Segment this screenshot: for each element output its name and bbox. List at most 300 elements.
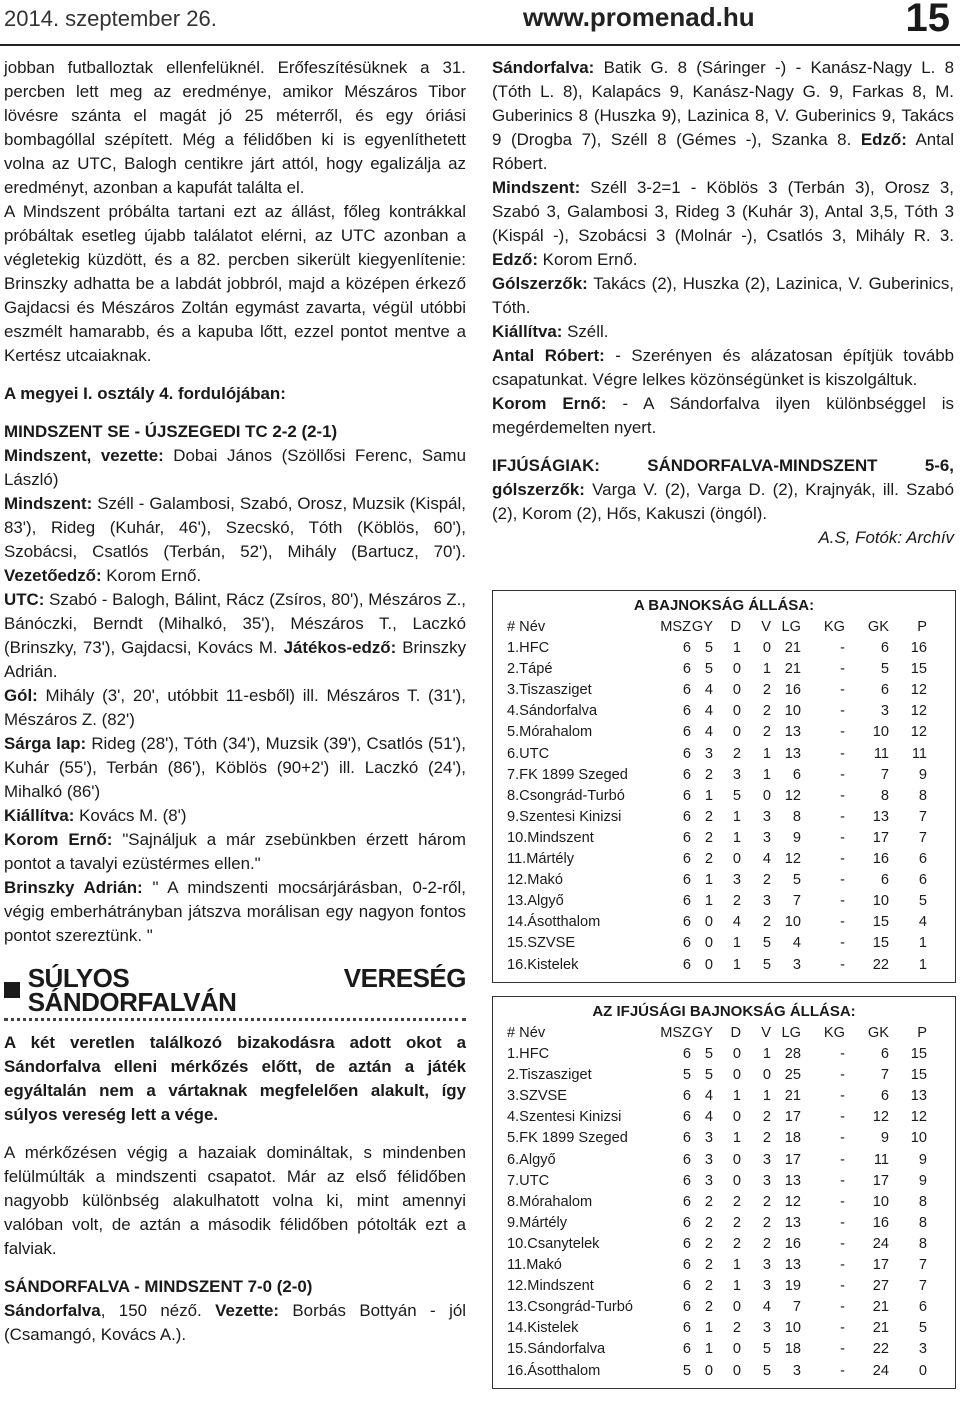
- table-cell: 5.Mórahalom: [507, 724, 593, 741]
- table-cell: 5: [704, 1067, 713, 1084]
- table-cell: 16: [784, 682, 801, 699]
- table-cell: 6: [682, 1214, 691, 1231]
- dotted-divider: [4, 1018, 466, 1021]
- table-cell: 2: [762, 1130, 771, 1147]
- table-row: [493, 1192, 955, 1213]
- table-cell: 6: [792, 766, 801, 783]
- table-row: [493, 1213, 955, 1234]
- table-cell: 6: [682, 1172, 691, 1189]
- table-cell: 1: [704, 787, 713, 804]
- table-cell: 7.FK 1899 Szeged: [507, 766, 628, 783]
- table-cell: 12: [784, 787, 801, 804]
- table-row: [493, 1171, 955, 1192]
- table-row: [493, 933, 955, 954]
- table-cell: 13: [784, 1172, 801, 1189]
- standings-table: [492, 590, 956, 983]
- table-cell: 4: [792, 935, 801, 952]
- table-cell: 12: [910, 703, 927, 720]
- table-cell: 16: [910, 640, 927, 657]
- table-cell: -: [840, 872, 845, 889]
- table-cell: 5: [704, 661, 713, 678]
- table-cell: 13: [784, 1257, 801, 1274]
- table-cell: 3: [704, 1130, 713, 1147]
- table-cell: 4: [762, 851, 771, 868]
- column-header: V: [761, 1025, 771, 1041]
- scorers: Gólszerzők: Takács (2), Huszka (2), Lazinica, V. Guberinics, Tóth.: [492, 274, 954, 317]
- table-cell: 9.Szentesi Kinizsi: [507, 808, 622, 825]
- table-row: [493, 1065, 955, 1086]
- table-cell: 0: [732, 851, 741, 868]
- table-cell: 15: [910, 661, 927, 678]
- table-cell: 0: [762, 1067, 771, 1084]
- table-cell: 0: [704, 914, 713, 931]
- table-cell: 6: [918, 851, 927, 868]
- table-cell: 0: [704, 956, 713, 973]
- table-cell: 22: [872, 1341, 889, 1358]
- table-cell: 0: [732, 1299, 741, 1316]
- table-cell: 18: [784, 1130, 801, 1147]
- table-cell: 6: [682, 745, 691, 762]
- table-cell: 6: [682, 1046, 691, 1063]
- table-cell: -: [840, 808, 845, 825]
- table-cell: -: [840, 703, 845, 720]
- table-cell: 6: [682, 682, 691, 699]
- table-cell: 0: [704, 935, 713, 952]
- table-cell: 2: [704, 1257, 713, 1274]
- table-cell: 5: [762, 956, 771, 973]
- table-cell: 9: [792, 829, 801, 846]
- table-cell: 7: [918, 808, 927, 825]
- table-cell: 2: [762, 1193, 771, 1210]
- table-cell: 21: [784, 661, 801, 678]
- table-cell: 15: [910, 1046, 927, 1063]
- table-cell: 1: [762, 1046, 771, 1063]
- table-cell: 10.Csanytelek: [507, 1235, 600, 1252]
- table-row: [493, 1150, 955, 1171]
- table-cell: 13.Csongrád-Turbó: [507, 1299, 634, 1316]
- table-cell: 18: [784, 1341, 801, 1358]
- table-row: [493, 912, 955, 933]
- table-cell: 3: [704, 1151, 713, 1168]
- table-cell: 2: [762, 724, 771, 741]
- table-cell: 5: [732, 787, 741, 804]
- table-cell: 8.Mórahalom: [507, 1193, 593, 1210]
- table-cell: 17: [872, 1257, 889, 1274]
- table-cell: 0: [762, 787, 771, 804]
- table-cell: 6: [880, 640, 889, 657]
- table-cell: 24: [872, 1235, 889, 1252]
- table-cell: 6: [682, 1257, 691, 1274]
- table-cell: 21: [784, 640, 801, 657]
- table-cell: 17: [784, 1151, 801, 1168]
- table-cell: 6: [682, 1320, 691, 1337]
- table-cell: 1: [704, 893, 713, 910]
- table-title: A BAJNOKSÁG ÁLLÁSA:: [633, 597, 815, 614]
- table-cell: 15.SZVSE: [507, 935, 576, 952]
- table-cell: -: [840, 1362, 845, 1379]
- table-cell: -: [840, 893, 845, 910]
- table-cell: 0: [732, 1172, 741, 1189]
- table-row: [493, 765, 955, 786]
- table-cell: 3: [762, 893, 771, 910]
- table-cell: 6: [918, 1299, 927, 1316]
- table-cell: 5: [918, 893, 927, 910]
- table-cell: -: [840, 766, 845, 783]
- table-cell: 2: [704, 1193, 713, 1210]
- left-column: [4, 56, 466, 1347]
- table-cell: 5: [682, 1362, 691, 1379]
- table-cell: 3: [732, 872, 741, 889]
- table-cell: 6.UTC: [507, 745, 550, 762]
- table-cell: 3.SZVSE: [507, 1088, 568, 1105]
- table-cell: 6.Algyő: [507, 1151, 556, 1168]
- table-cell: 9: [880, 1130, 889, 1147]
- table-cell: 13: [784, 1214, 801, 1231]
- table-cell: 8.Csongrád-Turbó: [507, 787, 625, 804]
- table-row: [493, 807, 955, 828]
- table-cell: -: [840, 1278, 845, 1295]
- table-cell: 6: [682, 1130, 691, 1147]
- table-row: [493, 1276, 955, 1297]
- table-cell: 6: [682, 1151, 691, 1168]
- table-cell: 2: [732, 1214, 741, 1231]
- column-header: P: [917, 619, 927, 635]
- header-rule: [0, 44, 960, 46]
- table-row: [493, 1255, 955, 1276]
- table-cell: 1: [762, 766, 771, 783]
- table-cell: -: [840, 1046, 845, 1063]
- table-row: [493, 744, 955, 765]
- table-cell: -: [840, 1088, 845, 1105]
- table-cell: 2: [762, 914, 771, 931]
- column-header: LG: [781, 619, 801, 635]
- table-cell: 10: [784, 914, 801, 931]
- youth-standings-table: [492, 996, 956, 1389]
- table-row: [493, 1339, 955, 1360]
- table-cell: 13: [872, 808, 889, 825]
- table-cell: 12: [872, 1109, 889, 1126]
- table-cell: 17: [872, 1172, 889, 1189]
- table-cell: 10: [784, 703, 801, 720]
- table-cell: 8: [880, 787, 889, 804]
- table-cell: 0: [732, 1362, 741, 1379]
- column-header: KG: [823, 619, 845, 635]
- table-cell: 3: [762, 1257, 771, 1274]
- table-cell: 2: [704, 1235, 713, 1252]
- table-header-row: [493, 1023, 955, 1044]
- page-number: 15: [905, 0, 950, 40]
- table-cell: 5: [880, 661, 889, 678]
- table-cell: -: [840, 661, 845, 678]
- section-title: SÚLYOS VERESÉG SÁNDORFALVÁN: [4, 966, 466, 1014]
- table-cell: 21: [872, 1299, 889, 1316]
- table-cell: 3: [704, 1172, 713, 1189]
- table-cell: 8: [918, 787, 927, 804]
- table-cell: 3.Tiszasziget: [507, 682, 592, 699]
- table-cell: 5: [762, 935, 771, 952]
- table-cell: 11: [873, 745, 889, 762]
- column-header: V: [761, 619, 771, 635]
- table-row: [493, 1044, 955, 1065]
- table-cell: 5: [762, 1362, 771, 1379]
- table-cell: 1: [732, 935, 741, 952]
- column-header: MSZ: [660, 1025, 691, 1041]
- table-cell: 2: [704, 808, 713, 825]
- paragraph: A mérkőzésen végig a hazaiak domináltak, s mindenben felülmúlták a mindszenti csapatot. Már az első félidőben nagyobb különbség alakulhatott volna ki, mint amennyi valóban volt, de aztán a második félidőben pótolták ezt a falviak.: [4, 1143, 466, 1258]
- table-cell: 0: [732, 1341, 741, 1358]
- table-cell: 3: [762, 829, 771, 846]
- table-cell: 6: [880, 872, 889, 889]
- column-header: LG: [781, 1025, 801, 1041]
- table-cell: -: [840, 829, 845, 846]
- column-header: MSZ: [660, 619, 691, 635]
- table-cell: 2: [704, 1278, 713, 1295]
- table-cell: 12.Mindszent: [507, 1278, 594, 1295]
- table-cell: 0: [732, 724, 741, 741]
- column-header: KG: [823, 1025, 845, 1041]
- table-cell: 16: [784, 1235, 801, 1252]
- table-cell: 2: [762, 682, 771, 699]
- table-cell: 2: [704, 829, 713, 846]
- table-cell: 6: [682, 1235, 691, 1252]
- table-cell: 21: [784, 1088, 801, 1105]
- table-cell: 16: [872, 851, 889, 868]
- table-cell: 4.Szentesi Kinizsi: [507, 1109, 622, 1126]
- table-cell: 13.Algyő: [507, 893, 564, 910]
- table-cell: 6: [880, 682, 889, 699]
- table-cell: 17: [784, 1109, 801, 1126]
- table-row: [493, 1128, 955, 1149]
- player-coach-quote: Brinszky Adrián: " A mindszenti mocsárjárásban, 0-2-ről, végig emberhátrányban játszva morálisan egy nagyon fontos pontot szereztünk. ": [4, 878, 467, 945]
- issue-date: 2014. szeptember 26.: [4, 6, 217, 31]
- table-cell: -: [840, 1172, 845, 1189]
- match-officials: Sándorfalva, 150 néző. Vezette: Borbás Bottyán - jól (Csamangó, Kovács A.).: [4, 1301, 467, 1344]
- column-header: # Név: [507, 1025, 546, 1041]
- table-cell: 13: [784, 724, 801, 741]
- table-cell: 6: [682, 766, 691, 783]
- table-cell: -: [840, 724, 845, 741]
- table-cell: 6: [682, 829, 691, 846]
- table-cell: 2.Tápé: [507, 661, 553, 678]
- table-cell: 7: [918, 829, 927, 846]
- table-cell: 2: [762, 1214, 771, 1231]
- table-cell: 3: [762, 1151, 771, 1168]
- table-cell: 3: [918, 1341, 927, 1358]
- table-row: [493, 1297, 955, 1318]
- table-row: [493, 786, 955, 807]
- table-row: [493, 638, 955, 659]
- table-cell: 2: [762, 1109, 771, 1126]
- table-cell: 1: [704, 1320, 713, 1337]
- table-cell: 0: [732, 1046, 741, 1063]
- red-cards: Kiállítva: Széll.: [492, 322, 609, 341]
- table-cell: 3: [732, 766, 741, 783]
- yellow-cards: Sárga lap: Rideg (28'), Tóth (34'), Muzsik (39'), Csatlós (51'), Kuhár (55'), Terbán (86'), Köblös (90+2') ill. Laczkó (24'), Mihalkó (86'): [4, 734, 467, 801]
- table-cell: 4: [704, 724, 713, 741]
- table-cell: 5: [682, 1067, 691, 1084]
- table-cell: 11: [873, 1151, 889, 1168]
- column-header: P: [917, 1025, 927, 1041]
- table-cell: 4: [704, 703, 713, 720]
- table-cell: 6: [682, 893, 691, 910]
- table-cell: 0: [732, 1067, 741, 1084]
- red-cards: Kiállítva: Kovács M. (8'): [4, 806, 187, 825]
- table-cell: 21: [872, 1320, 889, 1337]
- table-cell: 2: [732, 745, 741, 762]
- table-cell: -: [840, 935, 845, 952]
- table-cell: 6: [880, 1046, 889, 1063]
- table-cell: 8: [918, 1193, 927, 1210]
- right-column: [492, 56, 954, 550]
- table-cell: 4: [918, 914, 927, 931]
- table-cell: 7: [918, 1257, 927, 1274]
- table-cell: 6: [682, 724, 691, 741]
- paragraph: A Mindszent próbálta tartani ezt az állást, főleg kontrákkal próbáltak esetleg újabb találatot elérni, az UTC azonban a végletekig küzdött, és a 82. percben sikerült kiegyenlítenie: Brinszky adhatta be a labdát jobbról, majd a középen érkező Gajdacsi és Mészáros Zoltán egymást zavarta, végül utóbbi eszmélt hamarabb, és a kapuba lőtt, ezzel pontot mentve a Kertész utcaiaknak.: [4, 202, 466, 365]
- table-cell: 11: [911, 745, 927, 762]
- paragraph: jobban futballoztak ellenfelüknél. Erőfeszítésüknek a 31. percben lett meg az eredménye, amikor Mészáros Tibor lövésre szánta el magát jó 25 méterről, és egy óriási bombagóllal szépített. Még a félidőben ki is egyenlíthetett volna az UTC, Balogh centikre járt attól, hogy egalizálja az eredményt, azonban a kapufát találta el.: [4, 58, 466, 197]
- table-cell: 27: [872, 1278, 889, 1295]
- table-cell: -: [840, 640, 845, 657]
- table-cell: 25: [784, 1067, 801, 1084]
- coach-quote: Korom Ernő: "Sajnáljuk a már zsebünkben érzett három pontot a tavalyi ezüstérmes ellen.": [4, 830, 467, 873]
- table-cell: -: [840, 787, 845, 804]
- youth-result: IFJÚSÁGIAK: SÁNDORFALVA-MINDSZENT 5-6, gólszerzők: Varga V. (2), Varga D. (2), Krajnyák, ill. Szabó (2), Korom (2), Hős, Kakuszi (öngól).: [492, 456, 954, 523]
- table-cell: 3: [792, 956, 801, 973]
- table-cell: 1: [732, 1257, 741, 1274]
- table-cell: 1: [918, 935, 927, 952]
- square-bullet-icon: [4, 982, 20, 998]
- table-cell: 1: [762, 661, 771, 678]
- table-cell: 6: [682, 935, 691, 952]
- table-cell: -: [840, 1151, 845, 1168]
- table-cell: 1: [732, 829, 741, 846]
- table-cell: 8: [792, 808, 801, 825]
- table-cell: 2: [732, 893, 741, 910]
- table-cell: 7: [918, 1278, 927, 1295]
- table-cell: 2: [704, 1299, 713, 1316]
- table-cell: 0: [918, 1362, 927, 1379]
- table-cell: 8: [918, 1214, 927, 1231]
- table-cell: 1: [732, 1088, 741, 1105]
- table-cell: 1: [704, 872, 713, 889]
- table-cell: 6: [682, 787, 691, 804]
- table-cell: 12: [910, 682, 927, 699]
- table-row: [493, 1107, 955, 1128]
- table-cell: 16.Ásotthalom: [507, 1362, 601, 1379]
- table-cell: 10: [784, 1320, 801, 1337]
- goals: Gól: Mihály (3', 20', utóbbit 11-esből) ill. Mészáros T. (31'), Mészáros Z. (82'): [4, 686, 466, 729]
- table-cell: 15.Sándorfalva: [507, 1341, 606, 1358]
- mindszent-lineup: Mindszent: Széll - Galambosi, Szabó, Orosz, Muzsik (Kispál, 83'), Rideg (Kuhár, 46'), Szecskó, Tóth (Köblös, 60'), Szobácsi, Csatlós (Terbán, 52'), Mihály (Bartucz, 70'). Vezetőedző: Korom Ernő.: [4, 494, 466, 585]
- column-header: D: [730, 619, 741, 635]
- table-row: [493, 891, 955, 912]
- table-cell: 1.HFC: [507, 640, 550, 657]
- table-cell: 1: [732, 956, 741, 973]
- table-cell: 6: [682, 1299, 691, 1316]
- round-heading: A megyei I. osztály 4. fordulójában:: [4, 384, 286, 403]
- table-cell: 3: [762, 1278, 771, 1295]
- coach-quote: Korom Ernő: - A Sándorfalva ilyen különbséggel is megérdemelten nyert.: [492, 394, 954, 437]
- table-cell: 1: [918, 956, 927, 973]
- table-cell: 13: [784, 745, 801, 762]
- table-cell: 1: [732, 640, 741, 657]
- table-cell: 6: [682, 872, 691, 889]
- table-cell: 1: [732, 808, 741, 825]
- table-cell: 0: [732, 703, 741, 720]
- table-row: [493, 680, 955, 701]
- table-cell: 9: [918, 1172, 927, 1189]
- table-cell: 2: [704, 766, 713, 783]
- table-title: AZ IFJÚSÁGI BAJNOKSÁG ÁLLÁSA:: [592, 1003, 856, 1020]
- table-cell: 17: [872, 829, 889, 846]
- table-cell: -: [840, 745, 845, 762]
- table-cell: 11.Mártély: [507, 851, 575, 868]
- column-header: GY: [691, 619, 713, 635]
- table-row: [493, 722, 955, 743]
- table-cell: 15: [872, 914, 889, 931]
- table-cell: -: [840, 1299, 845, 1316]
- table-row: [493, 828, 955, 849]
- table-cell: 15: [872, 935, 889, 952]
- table-cell: 0: [762, 640, 771, 657]
- table-cell: 12.Makó: [507, 872, 563, 889]
- table-cell: 15: [910, 1067, 927, 1084]
- table-cell: 28: [784, 1046, 801, 1063]
- table-cell: 4: [704, 682, 713, 699]
- table-cell: -: [840, 851, 845, 868]
- column-header: D: [730, 1025, 741, 1041]
- table-cell: 2: [704, 851, 713, 868]
- table-cell: 12: [910, 1109, 927, 1126]
- table-cell: 12: [910, 724, 927, 741]
- table-cell: -: [840, 956, 845, 973]
- table-cell: 16: [872, 1214, 889, 1231]
- table-cell: 2: [732, 1193, 741, 1210]
- table-cell: 6: [880, 1088, 889, 1105]
- table-row: [493, 1086, 955, 1107]
- table-cell: 10.Mindszent: [507, 829, 594, 846]
- table-cell: 3: [762, 1172, 771, 1189]
- table-cell: -: [840, 1109, 845, 1126]
- table-cell: -: [840, 1193, 845, 1210]
- table-cell: 0: [732, 661, 741, 678]
- site-name: www.promenad.hu: [523, 2, 755, 32]
- table-cell: 0: [704, 1362, 713, 1379]
- table-cell: 4: [732, 914, 741, 931]
- table-cell: 6: [682, 661, 691, 678]
- table-cell: 2: [704, 1214, 713, 1231]
- table-cell: -: [840, 1320, 845, 1337]
- table-cell: 2.Tiszasziget: [507, 1067, 592, 1084]
- table-cell: 5: [918, 1320, 927, 1337]
- table-cell: 10: [910, 1130, 927, 1147]
- table-cell: 12: [784, 1193, 801, 1210]
- table-cell: 6: [682, 1278, 691, 1295]
- coach-quote: Antal Róbert: - Szerényen és alázatosan építjük tovább csapatunkat. Végre lelkes közönségünket is kiszolgáltuk.: [492, 346, 955, 389]
- table-cell: 6: [682, 1109, 691, 1126]
- table-cell: 7: [880, 766, 889, 783]
- column-header: # Név: [507, 619, 546, 635]
- table-cell: 2: [762, 1235, 771, 1252]
- table-cell: -: [840, 1235, 845, 1252]
- table-cell: 11.Makó: [507, 1257, 562, 1274]
- table-cell: -: [840, 1067, 845, 1084]
- table-cell: 2: [732, 1320, 741, 1337]
- match-heading: SÁNDORFALVA - MINDSZENT 7-0 (2-0): [4, 1277, 313, 1296]
- table-cell: 6: [682, 914, 691, 931]
- table-cell: 4: [704, 1088, 713, 1105]
- table-cell: -: [840, 1130, 845, 1147]
